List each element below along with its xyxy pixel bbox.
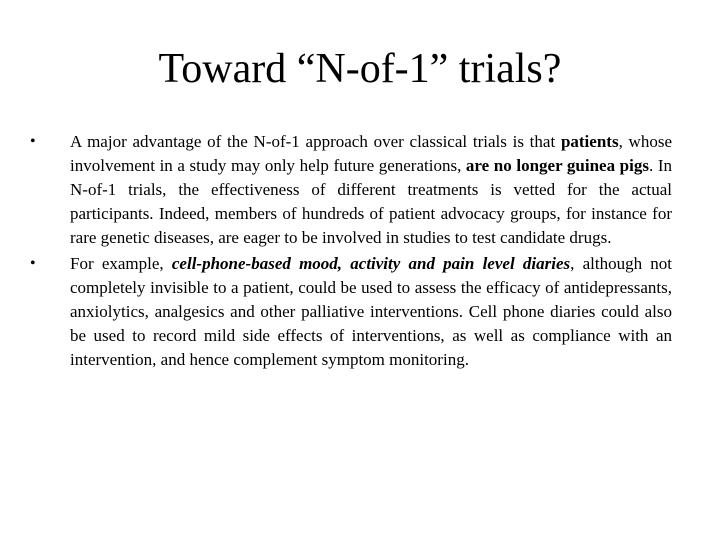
bullet-item-example bbox=[30, 252, 672, 372]
bullet-1-text-a: A major advantage of the N-of-1 approach over classical trials is that bbox=[70, 132, 561, 151]
bullet-icon: • bbox=[30, 255, 36, 272]
bullet-1-emphasis-patients: patients bbox=[560, 132, 619, 151]
bullet-1-text-b: , whose involvement in a study may only help future generations, bbox=[70, 132, 672, 175]
bullet-icon: • bbox=[30, 133, 36, 150]
bullet-2-emphasis-diaries: cell-phone-based mood, activity and pain level diaries bbox=[171, 254, 571, 273]
bullet-list bbox=[30, 130, 672, 374]
slide-title: Toward “N-of-1” trials? bbox=[158, 46, 562, 92]
bullet-2-text-b: , although not completely invisible to a patient, could be used to assess the efficacy of antidepressants, anxiolytics, analgesics and other palliative interventions. Cell phone diaries could also be used to record mild side effects of interventions, as well as compliance with an intervention, and hence complement symptom monitoring. bbox=[70, 254, 673, 369]
bullet-1-text-c: . In N-of-1 trials, the effectiveness of different treatments is vetted for the actual participants. Indeed, members of hundreds of patient advocacy groups, for instance for rare genetic diseases, are eager to be involved in studies to test candidate drugs. bbox=[70, 156, 672, 247]
bullet-item-advantage bbox=[30, 130, 672, 250]
bullet-2-text-a: For example, bbox=[70, 254, 172, 273]
bullet-1-emphasis-guinea-pigs: are no longer guinea pigs bbox=[465, 156, 649, 175]
